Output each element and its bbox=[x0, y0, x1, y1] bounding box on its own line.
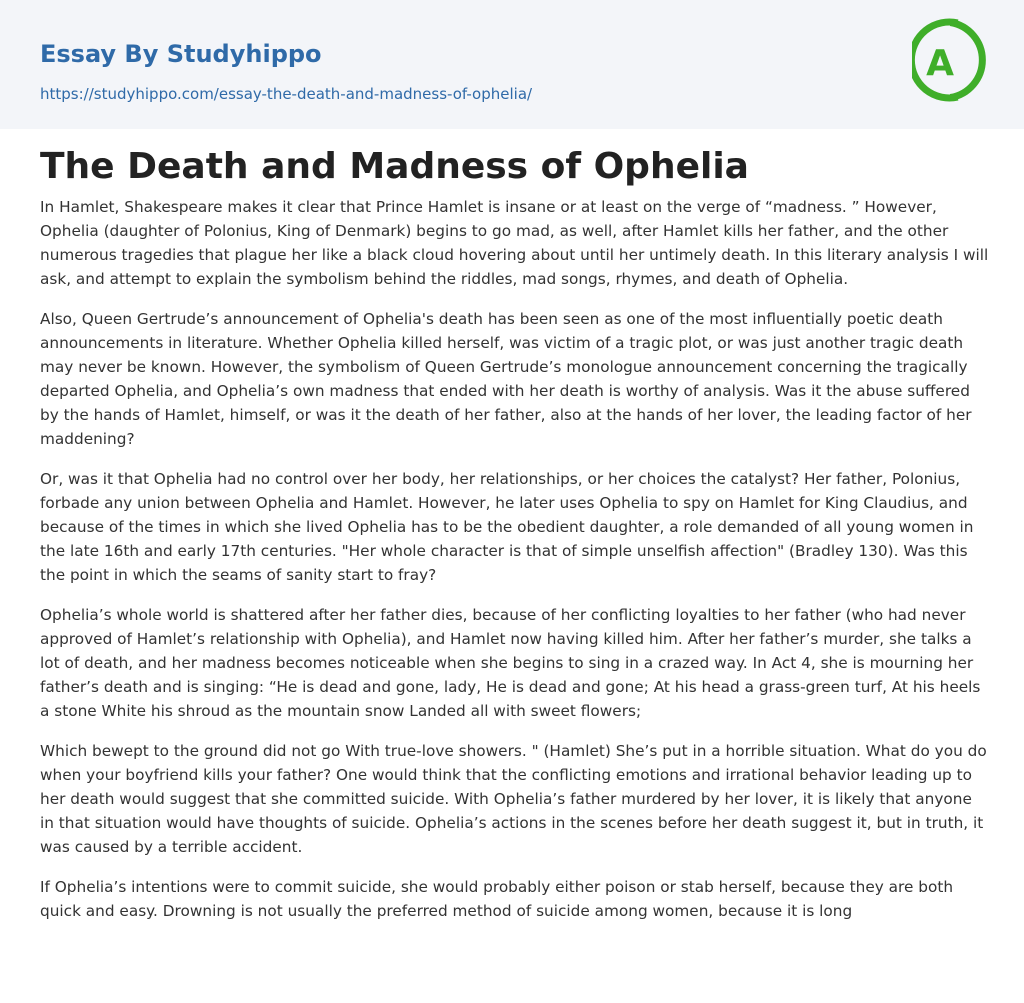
essay-paragraph: Which bewept to the ground did not go With true-love showers. " (Hamlet) She’s put in a horrible situation. What do you do when your boyfriend kills your father? One would think that the conflicting emotions and irrational behavior leading up to her death would suggest that she committed suicide. With Ophelia’s father murdered by her lover, it is likely that anyone in that situation would have thoughts of suicide. Ophelia’s actions in the scenes before her death suggest it, but in truth, it was caused by a terrible accident. bbox=[40, 742, 987, 856]
studyhippo-logo-icon[interactable] bbox=[912, 18, 988, 106]
essay-paragraph: If Ophelia’s intentions were to commit suicide, she would probably either poison or stab herself, because they are both quick and easy. Drowning is not usually the preferred method of suicide among women, because it is long bbox=[40, 878, 954, 920]
page-title: The Death and Madness of Ophelia bbox=[40, 146, 749, 187]
site-header bbox=[0, 0, 1024, 129]
essay-url-link[interactable]: https://studyhippo.com/essay-the-death-and-madness-of-ophelia/ bbox=[40, 85, 533, 103]
essay-paragraph: In Hamlet, Shakespeare makes it clear that Prince Hamlet is insane or at least on the verge of “madness. ” However, Ophelia (daughter of Polonius, King of Denmark) begins to go mad, as well, after Hamlet kills her father, and the other numerous tragedies that plague her like a black cloud hovering about until her untimely death. In this literary analysis I will ask, and attempt to explain the symbolism behind the riddles, mad songs, rhymes, and death of Ophelia. bbox=[40, 198, 989, 288]
essay-paragraph: Also, Queen Gertrude’s announcement of Ophelia's death has been seen as one of the most influentially poetic death announcements in literature. Whether Ophelia killed herself, was victim of a tragic plot, or was just another tragic death may never be known. However, the symbolism of Queen Gertrude’s monologue announcement concerning the tragically departed Ophelia, and Ophelia’s own madness that ended with her death is worthy of analysis. Was it the abuse suffered by the hands of Hamlet, himself, or was it the death of her father, also at the hands of her lover, the leading factor of her maddening? bbox=[40, 310, 972, 448]
essay-paragraph: Ophelia’s whole world is shattered after her father dies, because of her conflicting loyalties to her father (who had never approved of Hamlet’s relationship with Ophelia), and Hamlet now having killed him. After her father’s murder, she talks a lot of death, and her madness becomes noticeable when she begins to sing in a crazed way. In Act 4, she is mourning her father’s death and is singing: “He is dead and gone, lady, He is dead and gone; At his head a grass-green turf, At his heels a stone White his shroud as the mountain snow Landed all with sweet flowers; bbox=[40, 606, 981, 720]
site-brand-title[interactable]: Essay By Studyhippo bbox=[40, 40, 322, 68]
logo-letter: A bbox=[926, 43, 954, 84]
essay-body bbox=[40, 195, 990, 939]
essay-paragraph: Or, was it that Ophelia had no control over her body, her relationships, or her choices the catalyst? Her father, Polonius, forbade any union between Ophelia and Hamlet. However, he later uses Ophelia to spy on Hamlet for King Claudius, and because of the times in which she lived Ophelia has to be the obedient daughter, a role demanded of all young women in the late 16th and early 17th centuries. "Her whole character is that of simple unselfish affection" (Bradley 130). Was this the point in which the seams of sanity start to fray? bbox=[40, 470, 974, 584]
